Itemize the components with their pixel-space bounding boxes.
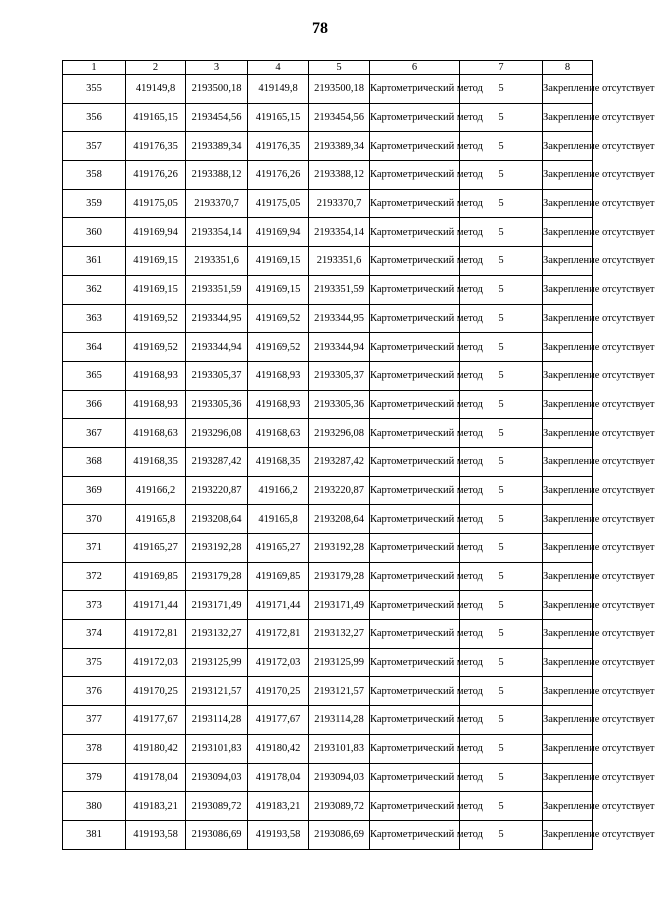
x-coordinate-cell: 419193,58 bbox=[248, 820, 309, 849]
x-coordinate-cell: 419166,2 bbox=[126, 476, 186, 505]
fixing-description-cell: Закрепление отсутствует bbox=[543, 304, 593, 333]
x-coordinate-cell: 419168,35 bbox=[248, 447, 309, 476]
table-body bbox=[63, 75, 655, 850]
method-cell: Картометрический метод bbox=[370, 390, 460, 419]
table-row bbox=[63, 390, 593, 419]
column-header: 1 bbox=[63, 61, 126, 75]
x-coordinate-cell: 419166,2 bbox=[248, 476, 309, 505]
accuracy-cell: 5 bbox=[460, 103, 543, 132]
point-number-cell: 370 bbox=[63, 505, 126, 534]
x-coordinate-cell: 419171,44 bbox=[126, 591, 186, 620]
y-coordinate-cell: 2193344,95 bbox=[309, 304, 370, 333]
y-coordinate-cell: 2193114,28 bbox=[309, 706, 370, 735]
method-cell: Картометрический метод bbox=[370, 361, 460, 390]
accuracy-cell: 5 bbox=[460, 189, 543, 218]
method-cell: Картометрический метод bbox=[370, 562, 460, 591]
method-cell: Картометрический метод bbox=[370, 304, 460, 333]
column-header: 2 bbox=[126, 61, 186, 75]
y-coordinate-cell: 2193388,12 bbox=[309, 161, 370, 190]
x-coordinate-cell: 419169,52 bbox=[126, 333, 186, 362]
table-row bbox=[63, 161, 593, 190]
x-coordinate-cell: 419176,35 bbox=[248, 132, 309, 161]
point-number-cell: 355 bbox=[63, 75, 126, 104]
y-coordinate-cell: 2193121,57 bbox=[186, 677, 248, 706]
point-number-cell: 369 bbox=[63, 476, 126, 505]
x-coordinate-cell: 419172,03 bbox=[248, 648, 309, 677]
method-cell: Картометрический метод bbox=[370, 763, 460, 792]
y-coordinate-cell: 2193454,56 bbox=[186, 103, 248, 132]
table-row bbox=[63, 132, 593, 161]
method-cell: Картометрический метод bbox=[370, 734, 460, 763]
method-cell: Картометрический метод bbox=[370, 75, 460, 104]
y-coordinate-cell: 2193388,12 bbox=[186, 161, 248, 190]
point-number-cell: 379 bbox=[63, 763, 126, 792]
fixing-description-cell: Закрепление отсутствует bbox=[543, 103, 593, 132]
accuracy-cell: 5 bbox=[460, 505, 543, 534]
fixing-description-cell: Закрепление отсутствует bbox=[543, 476, 593, 505]
method-cell: Картометрический метод bbox=[370, 247, 460, 276]
method-cell: Картометрический метод bbox=[370, 820, 460, 849]
x-coordinate-cell: 419180,42 bbox=[126, 734, 186, 763]
x-coordinate-cell: 419149,8 bbox=[126, 75, 186, 104]
y-coordinate-cell: 2193220,87 bbox=[309, 476, 370, 505]
method-cell: Картометрический метод bbox=[370, 218, 460, 247]
y-coordinate-cell: 2193344,95 bbox=[186, 304, 248, 333]
accuracy-cell: 5 bbox=[460, 706, 543, 735]
table-row bbox=[63, 763, 593, 792]
point-number-cell: 381 bbox=[63, 820, 126, 849]
x-coordinate-cell: 419170,25 bbox=[248, 677, 309, 706]
x-coordinate-cell: 419172,81 bbox=[126, 620, 186, 649]
table-row bbox=[63, 534, 593, 563]
method-cell: Картометрический метод bbox=[370, 161, 460, 190]
accuracy-cell: 5 bbox=[460, 75, 543, 104]
fixing-description-cell: Закрепление отсутствует bbox=[543, 763, 593, 792]
fixing-description-cell: Закрепление отсутствует bbox=[543, 505, 593, 534]
method-cell: Картометрический метод bbox=[370, 333, 460, 362]
y-coordinate-cell: 2193354,14 bbox=[309, 218, 370, 247]
accuracy-cell: 5 bbox=[460, 820, 543, 849]
y-coordinate-cell: 2193086,69 bbox=[309, 820, 370, 849]
x-coordinate-cell: 419169,15 bbox=[248, 247, 309, 276]
y-coordinate-cell: 2193171,49 bbox=[309, 591, 370, 620]
y-coordinate-cell: 2193094,03 bbox=[309, 763, 370, 792]
column-header: 3 bbox=[186, 61, 248, 75]
point-number-cell: 380 bbox=[63, 792, 126, 821]
y-coordinate-cell: 2193125,99 bbox=[186, 648, 248, 677]
method-cell: Картометрический метод bbox=[370, 419, 460, 448]
accuracy-cell: 5 bbox=[460, 620, 543, 649]
accuracy-cell: 5 bbox=[460, 591, 543, 620]
point-number-cell: 377 bbox=[63, 706, 126, 735]
y-coordinate-cell: 2193500,18 bbox=[309, 75, 370, 104]
x-coordinate-cell: 419176,35 bbox=[126, 132, 186, 161]
accuracy-cell: 5 bbox=[460, 476, 543, 505]
method-cell: Картометрический метод bbox=[370, 648, 460, 677]
x-coordinate-cell: 419169,15 bbox=[248, 275, 309, 304]
point-number-cell: 365 bbox=[63, 361, 126, 390]
y-coordinate-cell: 2193351,59 bbox=[309, 275, 370, 304]
method-cell: Картометрический метод bbox=[370, 132, 460, 161]
y-coordinate-cell: 2193344,94 bbox=[309, 333, 370, 362]
x-coordinate-cell: 419183,21 bbox=[126, 792, 186, 821]
accuracy-cell: 5 bbox=[460, 419, 543, 448]
table-row bbox=[63, 275, 593, 304]
accuracy-cell: 5 bbox=[460, 792, 543, 821]
y-coordinate-cell: 2193208,64 bbox=[186, 505, 248, 534]
accuracy-cell: 5 bbox=[460, 648, 543, 677]
x-coordinate-cell: 419168,93 bbox=[248, 361, 309, 390]
accuracy-cell: 5 bbox=[460, 333, 543, 362]
fixing-description-cell: Закрепление отсутствует bbox=[543, 820, 593, 849]
x-coordinate-cell: 419180,42 bbox=[248, 734, 309, 763]
method-cell: Картометрический метод bbox=[370, 505, 460, 534]
fixing-description-cell: Закрепление отсутствует bbox=[543, 534, 593, 563]
fixing-description-cell: Закрепление отсутствует bbox=[543, 161, 593, 190]
accuracy-cell: 5 bbox=[460, 763, 543, 792]
accuracy-cell: 5 bbox=[460, 361, 543, 390]
accuracy-cell: 5 bbox=[460, 734, 543, 763]
point-number-cell: 363 bbox=[63, 304, 126, 333]
point-number-cell: 376 bbox=[63, 677, 126, 706]
y-coordinate-cell: 2193287,42 bbox=[309, 447, 370, 476]
method-cell: Картометрический метод bbox=[370, 275, 460, 304]
y-coordinate-cell: 2193454,56 bbox=[309, 103, 370, 132]
point-number-cell: 378 bbox=[63, 734, 126, 763]
point-number-cell: 358 bbox=[63, 161, 126, 190]
method-cell: Картометрический метод bbox=[370, 476, 460, 505]
point-number-cell: 356 bbox=[63, 103, 126, 132]
fixing-description-cell: Закрепление отсутствует bbox=[543, 447, 593, 476]
table-row bbox=[63, 620, 593, 649]
point-number-cell: 371 bbox=[63, 534, 126, 563]
table-row bbox=[63, 103, 593, 132]
point-number-cell: 368 bbox=[63, 447, 126, 476]
table-header bbox=[63, 61, 593, 75]
x-coordinate-cell: 419168,93 bbox=[248, 390, 309, 419]
x-coordinate-cell: 419175,05 bbox=[126, 189, 186, 218]
x-coordinate-cell: 419149,8 bbox=[248, 75, 309, 104]
accuracy-cell: 5 bbox=[460, 161, 543, 190]
method-cell: Картометрический метод bbox=[370, 189, 460, 218]
fixing-description-cell: Закрепление отсутствует bbox=[543, 419, 593, 448]
table-row bbox=[63, 476, 593, 505]
point-number-cell: 360 bbox=[63, 218, 126, 247]
accuracy-cell: 5 bbox=[460, 534, 543, 563]
accuracy-cell: 5 bbox=[460, 562, 543, 591]
accuracy-cell: 5 bbox=[460, 447, 543, 476]
x-coordinate-cell: 419183,21 bbox=[248, 792, 309, 821]
fixing-description-cell: Закрепление отсутствует bbox=[543, 648, 593, 677]
x-coordinate-cell: 419170,25 bbox=[126, 677, 186, 706]
table-row bbox=[63, 419, 593, 448]
table-row bbox=[63, 189, 593, 218]
x-coordinate-cell: 419168,93 bbox=[126, 390, 186, 419]
x-coordinate-cell: 419168,63 bbox=[248, 419, 309, 448]
table-row bbox=[63, 247, 593, 276]
accuracy-cell: 5 bbox=[460, 247, 543, 276]
x-coordinate-cell: 419169,52 bbox=[248, 304, 309, 333]
table-row bbox=[63, 75, 593, 104]
table-row bbox=[63, 820, 593, 849]
x-coordinate-cell: 419165,15 bbox=[248, 103, 309, 132]
table-row bbox=[63, 562, 593, 591]
method-cell: Картометрический метод bbox=[370, 534, 460, 563]
x-coordinate-cell: 419172,03 bbox=[126, 648, 186, 677]
y-coordinate-cell: 2193132,27 bbox=[309, 620, 370, 649]
point-number-cell: 375 bbox=[63, 648, 126, 677]
fixing-description-cell: Закрепление отсутствует bbox=[543, 792, 593, 821]
x-coordinate-cell: 419169,94 bbox=[126, 218, 186, 247]
x-coordinate-cell: 419177,67 bbox=[248, 706, 309, 735]
column-header: 6 bbox=[370, 61, 460, 75]
x-coordinate-cell: 419169,15 bbox=[126, 247, 186, 276]
fixing-description-cell: Закрепление отсутствует bbox=[543, 189, 593, 218]
x-coordinate-cell: 419178,04 bbox=[126, 763, 186, 792]
y-coordinate-cell: 2193296,08 bbox=[309, 419, 370, 448]
fixing-description-cell: Закрепление отсутствует bbox=[543, 218, 593, 247]
y-coordinate-cell: 2193101,83 bbox=[186, 734, 248, 763]
y-coordinate-cell: 2193500,18 bbox=[186, 75, 248, 104]
x-coordinate-cell: 419193,58 bbox=[126, 820, 186, 849]
point-number-cell: 366 bbox=[63, 390, 126, 419]
x-coordinate-cell: 419171,44 bbox=[248, 591, 309, 620]
fixing-description-cell: Закрепление отсутствует bbox=[543, 75, 593, 104]
x-coordinate-cell: 419169,52 bbox=[126, 304, 186, 333]
point-number-cell: 372 bbox=[63, 562, 126, 591]
fixing-description-cell: Закрепление отсутствует bbox=[543, 734, 593, 763]
x-coordinate-cell: 419172,81 bbox=[248, 620, 309, 649]
accuracy-cell: 5 bbox=[460, 677, 543, 706]
accuracy-cell: 5 bbox=[460, 218, 543, 247]
table-row bbox=[63, 304, 593, 333]
y-coordinate-cell: 2193220,87 bbox=[186, 476, 248, 505]
y-coordinate-cell: 2193370,7 bbox=[186, 189, 248, 218]
column-header: 4 bbox=[248, 61, 309, 75]
y-coordinate-cell: 2193192,28 bbox=[309, 534, 370, 563]
point-number-cell: 361 bbox=[63, 247, 126, 276]
table-row bbox=[63, 677, 593, 706]
accuracy-cell: 5 bbox=[460, 132, 543, 161]
y-coordinate-cell: 2193351,6 bbox=[309, 247, 370, 276]
table-row bbox=[63, 734, 593, 763]
header-row bbox=[63, 61, 593, 75]
x-coordinate-cell: 419168,63 bbox=[126, 419, 186, 448]
column-header: 8 bbox=[543, 61, 593, 75]
x-coordinate-cell: 419169,85 bbox=[248, 562, 309, 591]
fixing-description-cell: Закрепление отсутствует bbox=[543, 333, 593, 362]
fixing-description-cell: Закрепление отсутствует bbox=[543, 620, 593, 649]
fixing-description-cell: Закрепление отсутствует bbox=[543, 706, 593, 735]
x-coordinate-cell: 419168,35 bbox=[126, 447, 186, 476]
accuracy-cell: 5 bbox=[460, 390, 543, 419]
x-coordinate-cell: 419165,15 bbox=[126, 103, 186, 132]
y-coordinate-cell: 2193101,83 bbox=[309, 734, 370, 763]
y-coordinate-cell: 2193171,49 bbox=[186, 591, 248, 620]
y-coordinate-cell: 2193125,99 bbox=[309, 648, 370, 677]
y-coordinate-cell: 2193389,34 bbox=[309, 132, 370, 161]
table-row bbox=[63, 792, 593, 821]
y-coordinate-cell: 2193296,08 bbox=[186, 419, 248, 448]
method-cell: Картометрический метод bbox=[370, 792, 460, 821]
method-cell: Картометрический метод bbox=[370, 591, 460, 620]
x-coordinate-cell: 419165,8 bbox=[126, 505, 186, 534]
y-coordinate-cell: 2193389,34 bbox=[186, 132, 248, 161]
accuracy-cell: 5 bbox=[460, 304, 543, 333]
table-row bbox=[63, 505, 593, 534]
accuracy-cell: 5 bbox=[460, 275, 543, 304]
x-coordinate-cell: 419169,85 bbox=[126, 562, 186, 591]
point-number-cell: 364 bbox=[63, 333, 126, 362]
fixing-description-cell: Закрепление отсутствует bbox=[543, 390, 593, 419]
point-number-cell: 373 bbox=[63, 591, 126, 620]
y-coordinate-cell: 2193121,57 bbox=[309, 677, 370, 706]
x-coordinate-cell: 419165,27 bbox=[126, 534, 186, 563]
fixing-description-cell: Закрепление отсутствует bbox=[543, 275, 593, 304]
x-coordinate-cell: 419169,94 bbox=[248, 218, 309, 247]
x-coordinate-cell: 419175,05 bbox=[248, 189, 309, 218]
y-coordinate-cell: 2193132,27 bbox=[186, 620, 248, 649]
x-coordinate-cell: 419168,93 bbox=[126, 361, 186, 390]
y-coordinate-cell: 2193089,72 bbox=[309, 792, 370, 821]
method-cell: Картометрический метод bbox=[370, 620, 460, 649]
fixing-description-cell: Закрепление отсутствует bbox=[543, 562, 593, 591]
y-coordinate-cell: 2193208,64 bbox=[309, 505, 370, 534]
column-header: 7 bbox=[460, 61, 543, 75]
coordinates-table bbox=[62, 60, 655, 850]
fixing-description-cell: Закрепление отсутствует bbox=[543, 591, 593, 620]
table-row bbox=[63, 333, 593, 362]
y-coordinate-cell: 2193305,36 bbox=[309, 390, 370, 419]
point-number-cell: 367 bbox=[63, 419, 126, 448]
y-coordinate-cell: 2193370,7 bbox=[309, 189, 370, 218]
table-row bbox=[63, 447, 593, 476]
y-coordinate-cell: 2193305,36 bbox=[186, 390, 248, 419]
fixing-description-cell: Закрепление отсутствует bbox=[543, 361, 593, 390]
x-coordinate-cell: 419176,26 bbox=[126, 161, 186, 190]
y-coordinate-cell: 2193086,69 bbox=[186, 820, 248, 849]
y-coordinate-cell: 2193192,28 bbox=[186, 534, 248, 563]
fixing-description-cell: Закрепление отсутствует bbox=[543, 677, 593, 706]
method-cell: Картометрический метод bbox=[370, 706, 460, 735]
x-coordinate-cell: 419176,26 bbox=[248, 161, 309, 190]
point-number-cell: 374 bbox=[63, 620, 126, 649]
x-coordinate-cell: 419169,52 bbox=[248, 333, 309, 362]
point-number-cell: 359 bbox=[63, 189, 126, 218]
x-coordinate-cell: 419169,15 bbox=[126, 275, 186, 304]
x-coordinate-cell: 419177,67 bbox=[126, 706, 186, 735]
method-cell: Картометрический метод bbox=[370, 103, 460, 132]
table-row bbox=[63, 361, 593, 390]
y-coordinate-cell: 2193094,03 bbox=[186, 763, 248, 792]
table-row bbox=[63, 706, 593, 735]
y-coordinate-cell: 2193354,14 bbox=[186, 218, 248, 247]
y-coordinate-cell: 2193114,28 bbox=[186, 706, 248, 735]
table-row bbox=[63, 648, 593, 677]
page-number: 78 bbox=[312, 20, 328, 37]
fixing-description-cell: Закрепление отсутствует bbox=[543, 247, 593, 276]
y-coordinate-cell: 2193305,37 bbox=[186, 361, 248, 390]
x-coordinate-cell: 419165,27 bbox=[248, 534, 309, 563]
table-row bbox=[63, 591, 593, 620]
method-cell: Картометрический метод bbox=[370, 677, 460, 706]
x-coordinate-cell: 419165,8 bbox=[248, 505, 309, 534]
column-header: 5 bbox=[309, 61, 370, 75]
y-coordinate-cell: 2193179,28 bbox=[309, 562, 370, 591]
point-number-cell: 357 bbox=[63, 132, 126, 161]
y-coordinate-cell: 2193089,72 bbox=[186, 792, 248, 821]
point-number-cell: 362 bbox=[63, 275, 126, 304]
fixing-description-cell: Закрепление отсутствует bbox=[543, 132, 593, 161]
y-coordinate-cell: 2193287,42 bbox=[186, 447, 248, 476]
y-coordinate-cell: 2193305,37 bbox=[309, 361, 370, 390]
table-row bbox=[63, 218, 593, 247]
y-coordinate-cell: 2193351,59 bbox=[186, 275, 248, 304]
method-cell: Картометрический метод bbox=[370, 447, 460, 476]
y-coordinate-cell: 2193351,6 bbox=[186, 247, 248, 276]
x-coordinate-cell: 419178,04 bbox=[248, 763, 309, 792]
y-coordinate-cell: 2193344,94 bbox=[186, 333, 248, 362]
y-coordinate-cell: 2193179,28 bbox=[186, 562, 248, 591]
